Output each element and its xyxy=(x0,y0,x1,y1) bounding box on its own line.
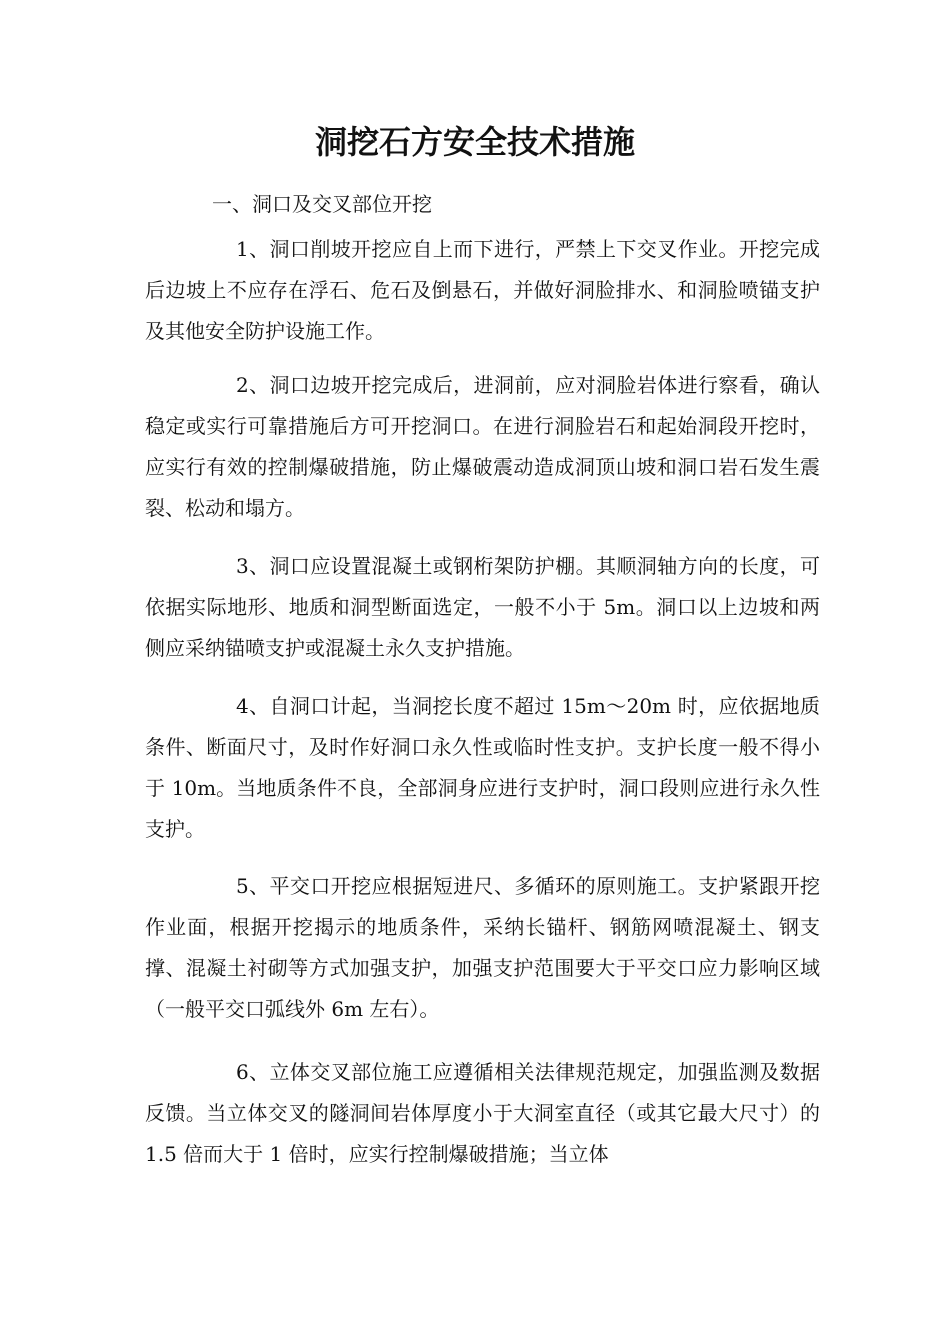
paragraph-2: 2、洞口边坡开挖完成后，进洞前，应对洞脸岩体进行察看，确认稳定或实行可靠措施后方可开挖洞口。在进行洞脸岩石和起始洞段开挖时，应实行有效的控制爆破措施，防止爆破震动造成洞顶山坡和洞口岩石发生震裂、松动和塌方。 xyxy=(145,373,820,520)
paragraph-1: 1、洞口削坡开挖应自上而下进行，严禁上下交叉作业。开挖完成后边坡上不应存在浮石、危石及倒悬石，并做好洞脸排水、和洞脸喷锚支护及其他安全防护设施工作。 xyxy=(145,237,820,343)
section-heading: 一、洞口及交叉部位开挖 xyxy=(212,192,432,216)
document-title: 洞挖石方安全技术措施 xyxy=(314,123,635,161)
paragraph-5: 5、平交口开挖应根据短进尺、多循环的原则施工。支护紧跟开挖作业面，根据开挖揭示的地质条件，采纳长锚杆、钢筋网喷混凝土、钢支撑、混凝土衬砌等方式加强支护，加强支护范围要大于平交口应力影响区域（一般平交口弧线外 6m 左右）。 xyxy=(145,874,820,1021)
paragraph-3: 3、洞口应设置混凝土或钢桁架防护棚。其顺洞轴方向的长度，可依据实际地形、地质和洞型断面选定，一般不小于 5m。洞口以上边坡和两侧应采纳锚喷支护或混凝土永久支护措施。 xyxy=(145,554,820,660)
paragraph-4: 4、自洞口计起，当洞挖长度不超过 15m～20m 时，应依据地质条件、断面尺寸，及时作好洞口永久性或临时性支护。支护长度一般不得小于 10m。当地质条件不良，全部洞身应进行支护时，洞口段则应进行永久性支护。 xyxy=(145,694,820,841)
paragraph-6: 6、立体交叉部位施工应遵循相关法律规范规定，加强监测及数据反馈。当立体交叉的隧洞间岩体厚度小于大洞室直径（或其它最大尺寸）的 1.5 倍而大于 1 倍时，应实行控制爆破措施；当立体 xyxy=(145,1060,820,1166)
